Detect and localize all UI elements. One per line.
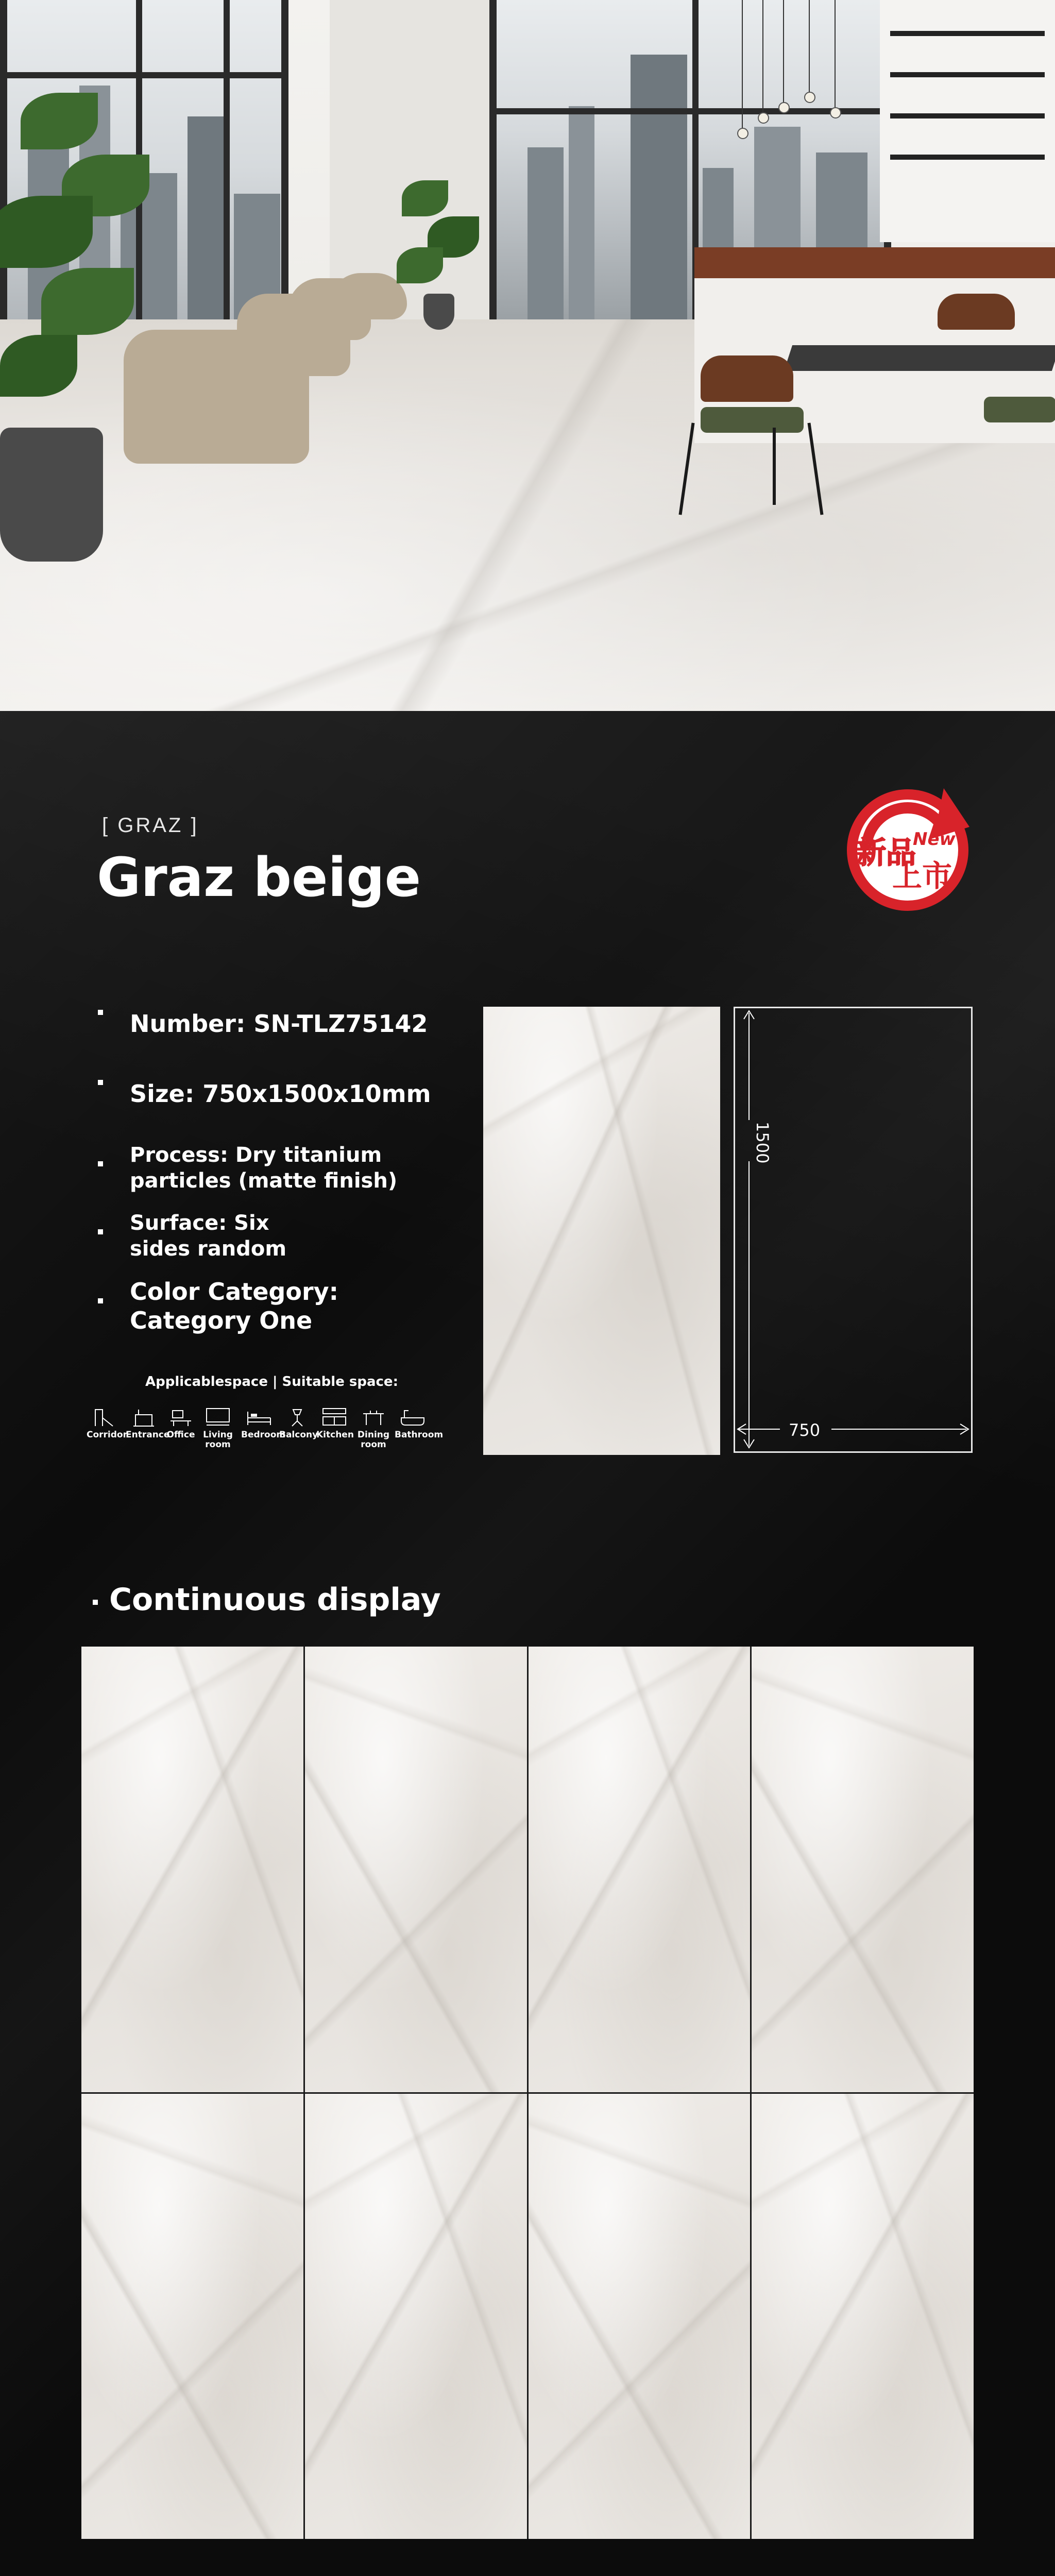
dimension-arrows [734, 1007, 973, 1453]
applicable-space-icons [87, 1406, 468, 1448]
space-corridor: Corridor [87, 1406, 123, 1440]
space-balcony: Balcony [279, 1406, 315, 1440]
continuous-display-title: Continuous display [109, 1582, 441, 1618]
continuous-tile-grid [81, 1647, 974, 2539]
spec-section: [ GRAZ ] Graz beige 新品 New 上市 Number: SN-TLZ75142 Size: 750x1500x10mm Process: Dry titanium particles (matte finish) Surface: Six sides random Color Category: Category One Applicablespace | Suitable space: Corridor Entrance Office Living room Bedroom Balcony Kitchen Dining room Bathroom 1500 750 Continuous display [0, 711, 1055, 2576]
plant-pot [0, 428, 103, 562]
entrance-icon [131, 1406, 156, 1427]
bathroom-icon [399, 1406, 426, 1427]
chair [701, 355, 793, 402]
wooden-bar-counter [694, 247, 1055, 278]
tile [529, 2094, 751, 2539]
width-label: 750 [789, 1420, 821, 1440]
product-title: Graz beige [97, 846, 421, 909]
space-bedroom: Bedroom [241, 1406, 277, 1440]
space-kitchen: Kitchen [316, 1406, 352, 1440]
dimension-diagram [734, 1007, 973, 1453]
balcony-icon [285, 1406, 310, 1427]
space-entrance: Entrance [126, 1406, 162, 1440]
space-bathroom: Bathroom [395, 1406, 431, 1440]
applicable-space-title: Applicablespace | Suitable space: [145, 1374, 398, 1389]
tile [752, 1647, 974, 2092]
tile [529, 1647, 751, 2092]
space-office: Office [163, 1406, 199, 1440]
badge-icon [841, 778, 980, 912]
bottle-shelves [880, 0, 1055, 242]
space-dining-room: Dining room [355, 1406, 392, 1449]
corridor-icon [92, 1406, 117, 1427]
dining-table [784, 345, 1055, 371]
badge-new-label: New [913, 829, 956, 850]
tile [305, 1647, 527, 2092]
new-arrival-badge [841, 778, 980, 912]
kitchen-icon [321, 1406, 348, 1427]
tile [752, 2094, 974, 2539]
tile [81, 1647, 303, 2092]
continuous-bullet [93, 1600, 98, 1605]
office-icon [168, 1406, 193, 1427]
bedroom-icon [246, 1406, 273, 1427]
series-tag: [ GRAZ ] [102, 814, 199, 837]
dining-room-icon [360, 1406, 387, 1427]
tile [305, 2094, 527, 2539]
badge-cn-line2: 上市 [892, 858, 952, 893]
tile [81, 2094, 303, 2539]
badge-cn-line1: 新品 [856, 835, 916, 870]
living-room-icon [205, 1406, 231, 1427]
height-label: 1500 [753, 1122, 772, 1164]
hero-interior-photo [0, 0, 1055, 711]
space-living-room: Living room [200, 1406, 236, 1449]
tile-sample [483, 1007, 720, 1455]
